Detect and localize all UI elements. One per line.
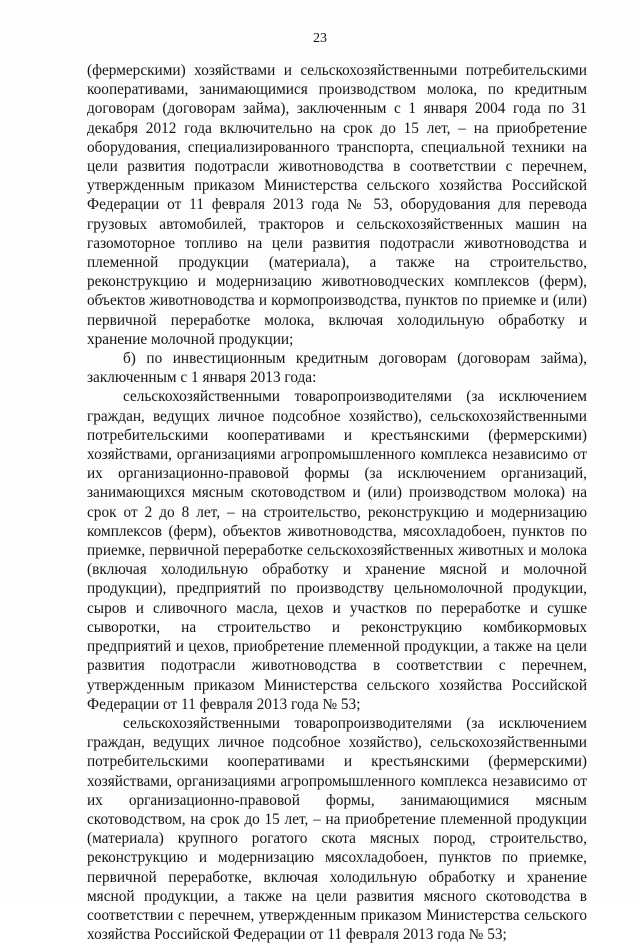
paragraph-continuation: (фермерскими) хозяйствами и сельскохозяйственными потребительскими кооперативами, занимающимися производством молока, по кредитным договорам (договорам займа), заключенным с 1 января 2004 года по 31 декабря 2012 года включительно на срок до 15 лет, – на приобретение оборудования, специализированного транспорта, специальной техники на цели развития подотрасли животноводства в соответствии с перечнем, утвержденным приказом Министерства сельского хозяйства Российской Федерации от 11 февраля 2013 года № 53, оборудования для перевода грузовых автомобилей, тракторов и сельскохозяйственных машин на газомоторное топливо на цели развития подотрасли животноводства и племенной продукции (материала), а также на строительство, реконструкцию и модернизацию животноводческих комплексов (ферм), объектов животноводства и кормопроизводства, пунктов по приемке и (или) первичной переработке молока, включая холодильную обработку и хранение молочной продукции; [87, 62, 587, 348]
document-body [87, 61, 587, 944]
page-number: 23 [313, 31, 327, 46]
paragraph-item-b: б) по инвестиционным кредитным договорам (договорам займа), заключенным с 1 января 2013 года: [87, 350, 587, 387]
paragraph-producers-meat-cattle: сельскохозяйственными товаропроизводителями (за исключением граждан, ведущих личное подсобное хозяйство), сельскохозяйственными потребительскими кооперативами и крестьянскими (фермерскими) хозяйствами, организациями агропромышленного комплекса независимо от их организационно-правовой формы, занимающимися мясным скотоводством, на срок до 15 лет, – на приобретение племенной продукции (материала) крупного рогатого скота мясных пород, строительство, реконструкцию и модернизацию мясохладобоен, пунктов по приемке, первичной переработке, включая холодильную обработку и хранение мясной продукции, а также на цели развития мясного скотоводства в соответствии с перечнем, утвержденным приказом Министерства сельского хозяйства Российской Федерации от 11 февраля 2013 года № 53; [87, 714, 587, 944]
paragraph-producers-2-to-8-years: сельскохозяйственными товаропроизводителями (за исключением граждан, ведущих личное подсобное хозяйство), сельскохозяйственными потребительскими кооперативами и крестьянскими (фермерскими) хозяйствами, организациями агропромышленного комплекса независимо от их организационно-правовой формы (за исключением организаций, занимающихся мясным скотоводством и (или) производством молока) на срок от 2 до 8 лет, – на строительство, реконструкцию и модернизацию комплексов (ферм), объектов животноводства, мясохладобоен, пунктов по приемке, первичной переработке сельскохозяйственных животных и молока (включая холодильную обработку и хранение мясной и молочной продукции), предприятий по производству цельномолочной продукции, сыров и сливочного масла, цехов и участков по переработке и сушке сыворотки, на строительство и реконструкцию комбикормовых предприятий и цехов, приобретение племенной продукции, а также на цели развития подотрасли животноводства в соответствии с перечнем, утвержденным приказом Министерства сельского хозяйства Российской Федерации от 11 февраля 2013 года № 53; [87, 388, 587, 713]
